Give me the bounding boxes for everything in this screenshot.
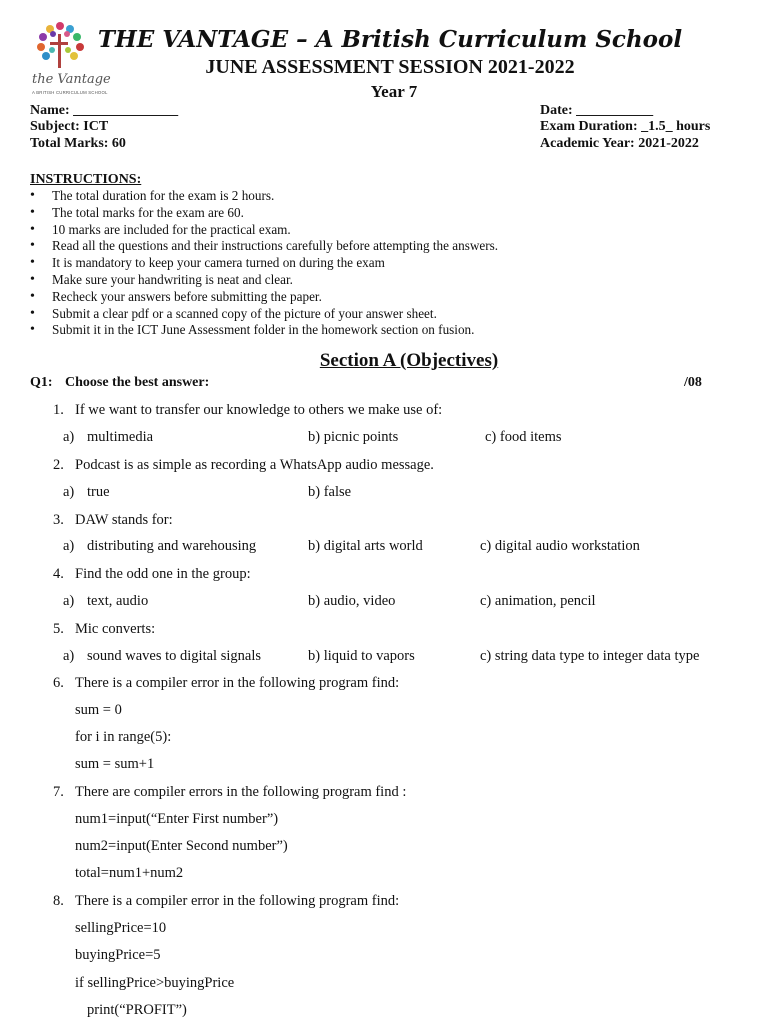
question-number: 6. (53, 675, 64, 691)
code-line: for i in range(5): (75, 729, 172, 745)
q1-marks: /08 (684, 375, 702, 390)
question-number: 2. (53, 457, 64, 473)
option-letter: a) (63, 429, 75, 445)
instruction-item: • 10 marks are included for the practical exam. (30, 222, 498, 239)
option-a: text, audio (87, 593, 149, 609)
option-b: b) liquid to vapors (308, 648, 415, 664)
question-text: If we want to transfer our knowledge to others we make use of: (75, 402, 443, 418)
option-letter: a) (63, 538, 75, 554)
subject-label: Subject: ICT (30, 119, 109, 134)
option-letter: a) (63, 648, 75, 664)
question-text: DAW stands for: (75, 512, 173, 528)
instructions-list (30, 188, 498, 339)
year-label: Year 7 (370, 82, 418, 101)
code-line: print(“PROFIT”) (87, 1002, 187, 1018)
question-number: 4. (53, 566, 64, 582)
school-name: THE VANTAGE – A British Curriculum School (97, 26, 683, 53)
code-line: if sellingPrice>buyingPrice (75, 975, 235, 991)
option-b: b) picnic points (308, 429, 399, 445)
question-text: There is a compiler error in the following program find: (75, 893, 400, 909)
instruction-item: • The total marks for the exam are 60. (30, 205, 498, 222)
code-line: sum = sum+1 (75, 756, 155, 772)
code-line: sum = 0 (75, 702, 122, 718)
question-text: Podcast is as simple as recording a WhatsApp audio message. (75, 457, 434, 473)
instruction-item: • The total duration for the exam is 2 hours. (30, 188, 498, 205)
instructions-title: INSTRUCTIONS: (30, 172, 142, 187)
question-text: There are compiler errors in the following program find : (75, 784, 407, 800)
question-number: 1. (53, 402, 64, 418)
logo-subtext: A BRITISH CURRICULUM SCHOOL (32, 90, 108, 95)
date-field: Date: ___________ (540, 103, 654, 118)
question-number: 8. (53, 893, 64, 909)
option-b: b) audio, video (308, 593, 396, 609)
question-number: 5. (53, 621, 64, 637)
option-b: b) false (308, 484, 352, 500)
option-b: b) digital arts world (308, 538, 423, 554)
question-number: 7. (53, 784, 64, 800)
instruction-item: • Make sure your handwriting is neat and clear. (30, 272, 498, 289)
option-a: distributing and warehousing (87, 538, 257, 554)
option-c: c) food items (485, 429, 562, 445)
name-field: Name: _______________ (30, 103, 179, 118)
code-line: buyingPrice=5 (75, 947, 161, 963)
instruction-item: • It is mandatory to keep your camera turned on during the exam (30, 255, 498, 272)
code-line: num1=input(“Enter First number”) (75, 811, 279, 827)
instruction-item: • Recheck your answers before submitting the paper. (30, 289, 498, 306)
session-title: JUNE ASSESSMENT SESSION 2021-2022 (205, 56, 575, 78)
q1-label: Q1: (30, 375, 53, 390)
question-text: Find the odd one in the group: (75, 566, 251, 582)
option-c: c) string data type to integer data type (480, 648, 700, 664)
option-c: c) digital audio workstation (480, 538, 640, 554)
code-line: total=num1+num2 (75, 865, 184, 881)
exam-duration: Exam Duration: _1.5_ hours (540, 119, 711, 134)
question-number: 3. (53, 512, 64, 528)
question-text: There is a compiler error in the following program find: (75, 675, 400, 691)
section-title: Section A (Objectives) (319, 350, 499, 371)
academic-year: Academic Year: 2021-2022 (540, 136, 699, 151)
instruction-item: • Submit a clear pdf or a scanned copy of the picture of your answer sheet. (30, 306, 498, 323)
option-c: c) animation, pencil (480, 593, 596, 609)
question-text: Mic converts: (75, 621, 156, 637)
code-line: num2=input(Enter Second number”) (75, 838, 288, 854)
total-marks: Total Marks: 60 (30, 136, 126, 151)
option-a: multimedia (87, 429, 154, 445)
code-line: sellingPrice=10 (75, 920, 167, 936)
option-letter: a) (63, 484, 75, 500)
option-a: true (87, 484, 110, 500)
instruction-item: • Read all the questions and their instructions carefully before attempting the answers. (30, 238, 498, 255)
instruction-item: • Submit it in the ICT June Assessment folder in the homework section on fusion. (30, 322, 498, 339)
q1-title: Choose the best answer: (65, 375, 210, 390)
logo-text: the Vantage (32, 72, 111, 87)
option-letter: a) (63, 593, 75, 609)
option-a: sound waves to digital signals (87, 648, 261, 664)
